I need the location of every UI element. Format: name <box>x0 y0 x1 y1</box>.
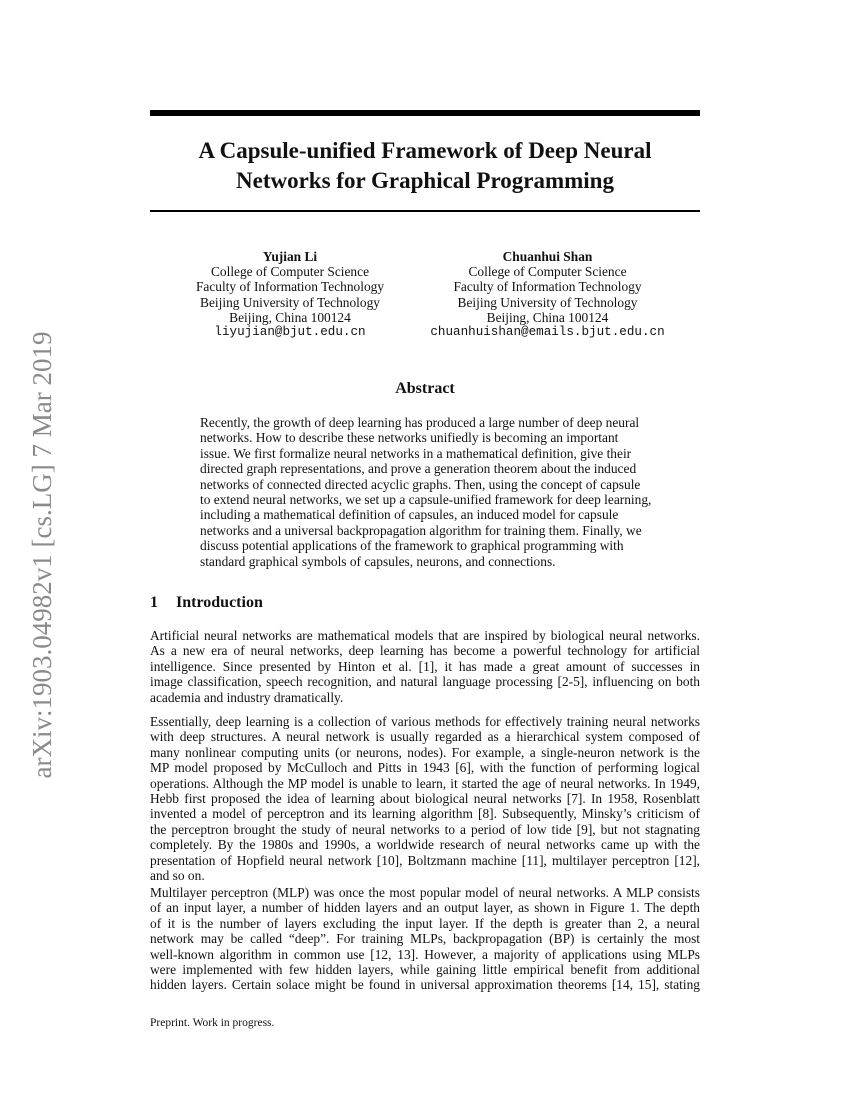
text-line: Hebb first proposed the idea of learning about biological neural networks [7]. In 1958, Rosenblatt <box>150 791 700 807</box>
title-line: Networks for Graphical Programming <box>236 168 614 193</box>
author-block-2 <box>425 249 670 340</box>
author-affiliation: Beijing University of Technology <box>200 294 380 310</box>
author-affiliation: College of Computer Science <box>468 264 627 280</box>
abstract-text <box>200 415 650 569</box>
author-name: Chuanhui Shan <box>502 249 593 264</box>
abstract-line: standard graphical symbols of capsules, neurons, and connections. <box>200 553 556 569</box>
author-affiliation: Beijing University of Technology <box>457 294 638 310</box>
abstract-line: to extend neural networks, we set up a capsule-unified framework for deep learning, <box>200 492 652 508</box>
author-email[interactable]: chuanhuishan@emails.bjut.edu.cn <box>430 325 665 340</box>
text-line: Artificial neural networks are mathematical models that are inspired by biological neural networks. <box>150 628 700 643</box>
text-line: Multilayer perceptron (MLP) was once the most popular model of neural networks. A MLP consists <box>150 885 700 900</box>
author-affiliation: Faculty of Information Technology <box>453 279 642 295</box>
text-line: were implemented with few hidden layers, while gaining little empirical benefit from additional <box>150 962 700 978</box>
text-line: the perceptron brought the study of neural networks to a period of low tide [9], but not stagnating <box>150 821 700 837</box>
title-line: A Capsule-unified Framework of Deep Neural <box>198 138 652 163</box>
title-top-rule <box>150 110 700 116</box>
text-line: presentation of Hopfield neural network [10], Boltzmann machine [11], multilayer perceptron [12], <box>150 852 700 868</box>
section-number: 1 <box>150 594 158 611</box>
text-line: Essentially, deep learning is a collection of various methods for effectively training neural networks <box>150 714 700 729</box>
abstract-heading: Abstract <box>395 380 455 397</box>
preprint-footnote: Preprint. Work in progress. <box>150 1017 275 1029</box>
abstract-line: issue. We first formalize neural networks in a mathematical definition, give their <box>200 445 632 461</box>
text-line: with deep structures. A neural network is usually regarded as a hierarchical system composed of <box>150 729 700 745</box>
abstract-line: networks of connected directed acyclic graphs. Then, using the concept of capsule <box>200 476 641 492</box>
text-line: network may be called “deep”. For training MLPs, backpropagation (BP) is certainly the most <box>150 931 700 947</box>
abstract-line: networks. How to describe these networks unifiedly is becoming an important <box>200 430 619 446</box>
text-line: of it is the number of layers excluding the input layer. If the depth is greater than 2, a neural <box>150 915 700 931</box>
text-line: completely. By the 1980s and 1990s, a worldwide research of neural networks came up with the <box>150 837 700 853</box>
text-line: invented a model of perceptron and its learning algorithm [8]. Subsequently, Minsky’s criticism of <box>150 806 700 822</box>
abstract-line: networks and a universal backpropagation algorithm for training them. Finally, we <box>200 522 642 538</box>
abstract-line: Recently, the growth of deep learning has produced a large number of deep neural <box>200 415 640 430</box>
text-line: well-known algorithm in common use [12, 13]. However, a majority of applications using MLPs <box>150 946 700 962</box>
text-line: MP model proposed by McCulloch and Pitts in 1943 [6], with the function of performing logical <box>150 760 700 776</box>
author-address: Beijing, China 100124 <box>486 309 609 325</box>
text-line: operations. Although the MP model is unable to learn, it started the age of neural networks. In 1949, <box>150 775 700 791</box>
text-line: As a new era of neural networks, deep learning has become a powerful technology for artificial <box>150 643 700 659</box>
text-line: and so on. <box>150 868 205 884</box>
paragraph-1 <box>150 628 700 705</box>
paragraph-3 <box>150 885 700 993</box>
author-affiliation: Faculty of Information Technology <box>195 279 385 295</box>
abstract-line: directed graph representations, and prove a generation theorem about the induced <box>200 461 637 477</box>
author-email[interactable]: liyujian@bjut.edu.cn <box>214 325 366 340</box>
abstract-line: including a mathematical definition of capsules, an induced model for capsule <box>200 507 619 523</box>
text-line: hidden layers. Certain solace might be found in universal approximation theorems [14, 15], stating <box>150 977 700 993</box>
abstract-line: discuss potential applications of the framework to graphical programming with <box>200 538 624 554</box>
author-address: Beijing, China 100124 <box>229 309 351 325</box>
paragraph-2 <box>150 714 700 883</box>
title-bottom-rule <box>150 210 700 212</box>
arxiv-identifier: arXiv:1903.04982v1 [cs.LG] 7 Mar 2019 <box>27 331 57 779</box>
author-affiliation: College of Computer Science <box>210 264 370 280</box>
text-line: many nonlinear computing units (or neurons, nodes). For example, a single-neuron network is the <box>150 744 700 760</box>
text-line: academia and industry dramatically. <box>150 689 344 705</box>
text-line: of an input layer, a number of hidden layers and an output layer, as shown in Figure 1. The depth <box>150 900 700 916</box>
text-line: intelligence. Since presented by Hinton et al. [1], it has made a great amount of successes in <box>150 658 700 674</box>
section-title: Introduction <box>176 594 263 611</box>
author-block-1 <box>180 249 400 340</box>
section-heading <box>150 594 263 612</box>
paper-title <box>150 136 700 196</box>
text-line: image classification, speech recognition, and natural language processing [2-5], influencing on both <box>150 674 700 690</box>
author-name: Yujian Li <box>262 249 318 264</box>
